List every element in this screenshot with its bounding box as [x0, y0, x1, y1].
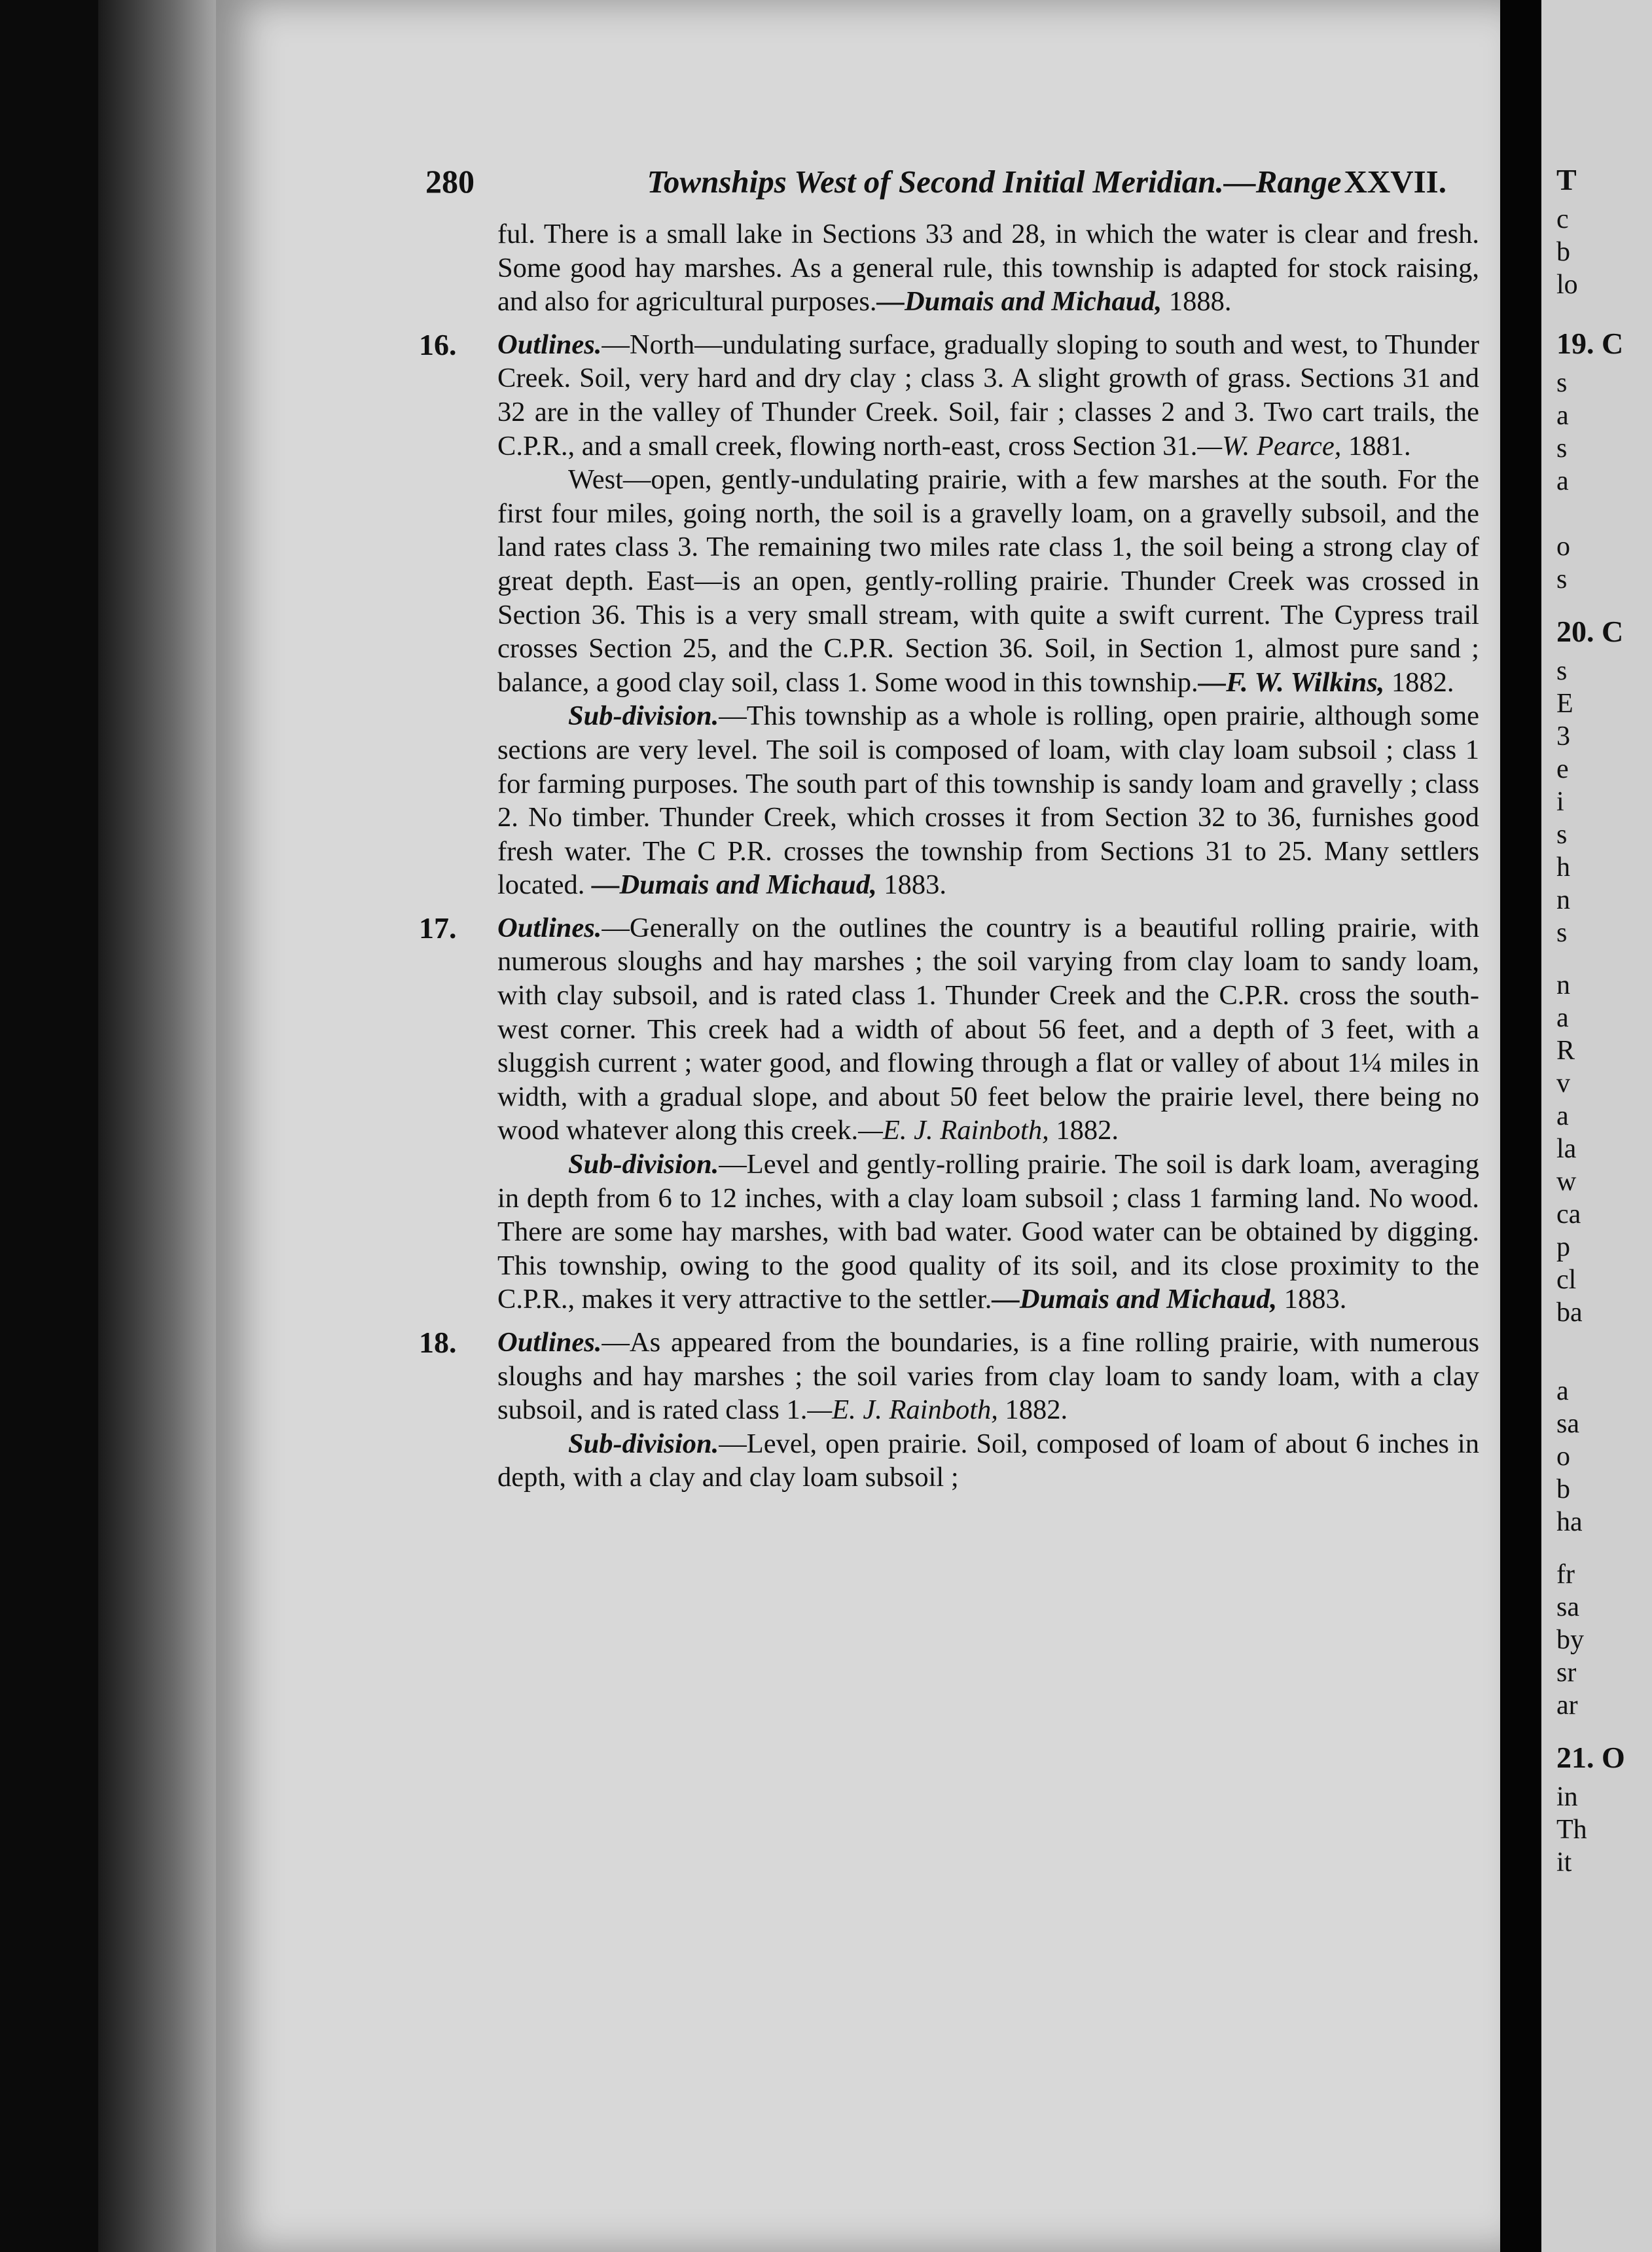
page-body [419, 217, 1479, 1495]
running-head [647, 163, 1446, 200]
facing-page-fragment: s [1556, 918, 1568, 948]
entry-paragraph [497, 1326, 1479, 1427]
township-entry [419, 911, 1479, 1317]
facing-page-fragment: fr [1556, 1559, 1575, 1589]
page-gutter [1500, 0, 1541, 2252]
facing-page-fragment: s [1556, 433, 1568, 463]
facing-page-fragment: e [1556, 754, 1569, 784]
facing-page-fragment: Th [1556, 1815, 1587, 1845]
facing-page-fragment: o [1556, 1442, 1570, 1472]
paragraph-text: 1882. [1384, 666, 1454, 698]
facing-page-fragment: n [1556, 970, 1570, 1000]
facing-page-fragment: 20. C [1556, 615, 1624, 648]
township-number: 17. [419, 911, 457, 945]
entry-paragraph [497, 699, 1479, 902]
emphasis-text: Sub-division. [568, 1149, 719, 1180]
entry-paragraph [497, 217, 1479, 319]
facing-page-fragment: T [1556, 163, 1577, 196]
emphasis-text: —W. Pearce, [1197, 430, 1342, 462]
emphasis-text: —E. J. Rainboth, [858, 1115, 1049, 1146]
paragraph-text: ful. There is a small lake in Sections 33 and 28, in which the water is clear and fresh. Some good hay marshes. As a general rule, this township is adapted for stock raising, and also for agricultural purposes. [497, 219, 1479, 318]
facing-page-fragment: 3 [1556, 721, 1570, 752]
facing-page-fragment: s [1556, 564, 1568, 594]
entry-paragraph [497, 1148, 1479, 1317]
facing-page-fragment: by [1556, 1625, 1584, 1655]
facing-page-fragment: p [1556, 1232, 1570, 1262]
facing-page-fragment: sa [1556, 1592, 1579, 1622]
facing-page-fragment: cl [1556, 1265, 1577, 1295]
township-entry [419, 1326, 1479, 1495]
facing-page-fragment: E [1556, 689, 1573, 719]
paragraph-text: 1883. [876, 869, 946, 901]
facing-page-fragment: la [1556, 1134, 1577, 1164]
emphasis-text: Sub-division. [568, 700, 719, 732]
emphasis-text: —E. J. Rainboth, [807, 1394, 998, 1426]
emphasis-text: —Dumais and Michaud, [876, 286, 1162, 318]
facing-page-fragment: s [1556, 656, 1568, 686]
paragraph-text: West—open, gently-undulating prairie, with a few marshes at the south. For the first four miles, going north, the soil is a gravelly loam, on a gravelly subsoil, and the land rates class 3. The remaining two miles rate class 1, the soil being a strong clay of great depth. East—is an open, gently-rolling prairie. Thunder Creek was crossed in Section 36. This is a very small stream, with quite a swift current. The Cypress trail crosses Section 25, and the C.P.R. Section 36. Soil, in Section 1, almost pure sand ; balance, a good clay soil, class 1. Some wood in this township. [497, 464, 1479, 698]
emphasis-text: —F. W. Wilkins, [1198, 666, 1385, 698]
township-number: 18. [419, 1326, 457, 1359]
facing-page-fragment: h [1556, 852, 1570, 882]
facing-page-fragment: b [1556, 1474, 1570, 1504]
range-label: XXVII. [1344, 164, 1446, 200]
facing-page-fragment: R [1556, 1036, 1575, 1066]
facing-page-fragment: v [1556, 1068, 1570, 1099]
emphasis-text: Sub-division. [568, 1428, 719, 1459]
paragraph-text: 1881. [1341, 430, 1411, 462]
emphasis-text: Outlines. [497, 1327, 602, 1358]
facing-page-fragment: ba [1556, 1298, 1583, 1328]
paragraph-text: —North—undulating surface, gradually sloping to south and west, to Thunder Creek. Soil, very hard and dry clay ; class 3. A slight growth of grass. Sections 31 and 32 are in the valley of Thunder Creek. Soil, fair ; classes 2 and 3. Two cart trails, the C.P.R., and a small creek, flowing north-east, cross Section 31. [497, 329, 1479, 462]
facing-page-fragment: o [1556, 532, 1570, 562]
paragraph-text: 1882. [1049, 1115, 1119, 1146]
emphasis-text: —Dumais and Michaud, [591, 869, 877, 901]
paragraph-text: 1883. [1277, 1284, 1347, 1315]
facing-page-fragment: w [1556, 1167, 1577, 1197]
entry-paragraph [497, 463, 1479, 699]
facing-page-fragment: c [1556, 204, 1569, 234]
paragraph-text: —Level, open prairie. Soil, composed of loam of about 6 inches in depth, with a clay and clay loam subsoil ; [497, 1428, 1479, 1493]
facing-page-fragment: n [1556, 885, 1570, 915]
page-header [425, 162, 1446, 202]
entry-paragraph [497, 1427, 1479, 1495]
facing-page-fragment: sa [1556, 1409, 1579, 1439]
paragraph-text: —This township as a whole is rolling, open prairie, although some sections are very level. The soil is composed of loam, with clay loam subsoil ; class 1 for farming purposes. The south part of this township is sandy loam and gravelly ; class 2. No timber. Thunder Creek, which crosses it from Section 32 to 36, furnishes good fresh water. The C P.R. crosses the township from Sections 31 to 25. Many settlers located. [497, 700, 1479, 901]
facing-page-fragment: i [1556, 787, 1564, 817]
facing-page-fragment: 21. O [1556, 1741, 1625, 1774]
facing-page-fragment: b [1556, 237, 1570, 267]
emphasis-text: Outlines. [497, 912, 602, 943]
facing-page-fragment: a [1556, 1003, 1569, 1033]
paragraph-text: —Generally on the outlines the country is a beautiful rolling prairie, with numerous sloughs and hay marshes ; the soil varying from clay loam to sandy loam, with clay subsoil, and is rated class 1. Thunder Creek and the C.P.R. cross the south-west corner. This creek had a width of about 56 feet, and a depth of 3 feet, with a sluggish current ; water good, and flowing through a flat or valley of about 1¼ miles in width, with a gradual slope, and about 50 feet below the prairie level, there being no wood whatever along this creek. [497, 912, 1479, 1146]
facing-page-fragment: a [1556, 401, 1569, 431]
entry-paragraph [497, 911, 1479, 1148]
facing-page-fragment: ha [1556, 1507, 1583, 1537]
township-number: 16. [419, 327, 457, 361]
running-title: Townships West of Second Initial Meridian.—Range [647, 164, 1342, 200]
facing-page-fragment: a [1556, 1101, 1569, 1131]
paragraph-text: —Level and gently-rolling prairie. The soil is dark loam, averaging in depth from 6 to 12 inches, with a clay loam subsoil ; class 1 farming land. No wood. There are some hay marshes, with bad water. Good water can be obtained by digging. This township, owing to the good quality of its soil, and its close proximity to the C.P.R., makes it very attractive to the settler. [497, 1149, 1479, 1315]
facing-page-fragment: it [1556, 1847, 1572, 1878]
township-entry [419, 327, 1479, 902]
facing-page-fragment: s [1556, 820, 1568, 850]
emphasis-text: Outlines. [497, 329, 602, 360]
facing-page-fragment: s [1556, 368, 1568, 398]
facing-page-fragment: a [1556, 1376, 1569, 1406]
facing-page-fragment: sr [1556, 1658, 1577, 1688]
township-entry [497, 217, 1479, 319]
emphasis-text: —Dumais and Michaud, [992, 1284, 1278, 1315]
page-number: 280 [425, 163, 475, 200]
paragraph-text: 1882. [997, 1394, 1068, 1426]
facing-page-fragment: ar [1556, 1690, 1578, 1720]
paragraph-text: 1888. [1162, 286, 1232, 318]
paragraph-text: —As appeared from the boundaries, is a fine rolling prairie, with numerous sloughs and hay marshes ; the soil varies from clay loam to sandy loam, with a clay subsoil, and is rated class 1. [497, 1327, 1479, 1426]
facing-page-fragment: 19. C [1556, 327, 1624, 360]
facing-page-fragment: lo [1556, 270, 1578, 300]
entry-paragraph [497, 328, 1479, 463]
facing-page-fragment: a [1556, 466, 1569, 496]
facing-page-fragment: ca [1556, 1199, 1581, 1229]
book-binding-edge [98, 0, 236, 2252]
facing-page-fragment: in [1556, 1782, 1578, 1812]
